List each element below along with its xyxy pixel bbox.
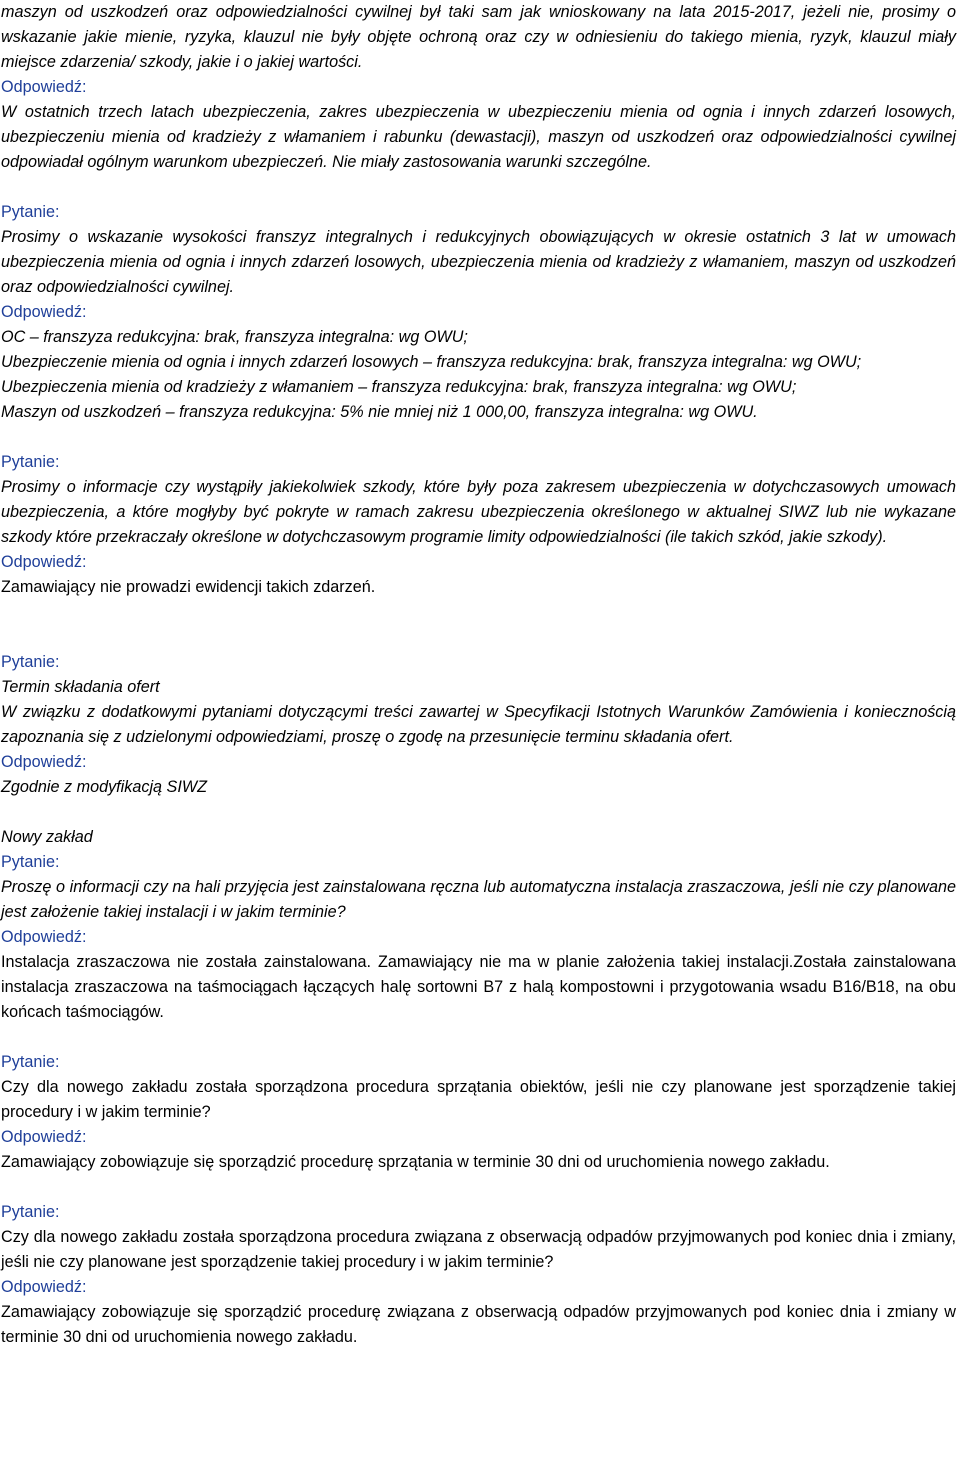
- question-label: Pytanie:: [1, 1203, 60, 1221]
- paragraph: Termin składania ofert: [1, 678, 160, 696]
- blank-line: [1, 625, 956, 650]
- paragraph: Ubezpieczenie mienia od ognia i innych zdarzeń losowych – franszyza redukcyjna: brak, franszyza integralna: wg OWU;: [1, 353, 862, 371]
- paragraph: Zgodnie z modyfikacją SIWZ: [1, 778, 208, 796]
- paragraph: Zamawiający zobowiązuje się sporządzić procedurę sprzątania w terminie 30 dni od uruchomienia nowego zakładu.: [1, 1153, 830, 1171]
- answer-label: Odpowiedź:: [1, 1278, 87, 1296]
- answer-label: Odpowiedź:: [1, 78, 87, 96]
- blank-line: [1, 800, 956, 825]
- paragraph: Ubezpieczenia mienia od kradzieży z włamaniem – franszyza redukcyjna: brak, franszyza integralna: wg OWU;: [1, 378, 797, 396]
- question-label: Pytanie:: [1, 203, 60, 221]
- answer-label: Odpowiedź:: [1, 753, 87, 771]
- paragraph: W ostatnich trzech latach ubezpieczenia, zakres ubezpieczenia w ubezpieczeniu mienia od ognia i innych zdarzeń losowych, ubezpieczeniu mienia od kradzieży z włamaniem i rabunku (dewastacji), maszyn od uszkodzeń oraz odpowiedzialności cywilnej odpowiadał ogólnym warunkom ubezpieczeń. Nie miały zastosowania warunki szczególne.: [1, 103, 956, 171]
- blank-line: [1, 1175, 956, 1200]
- paragraph: Proszę o informacji czy na hali przyjęcia jest zainstalowana ręczna lub automatyczna instalacja zraszaczowa, jeśli nie czy planowane jest założenie takiej instalacji i w jakim terminie?: [1, 878, 956, 921]
- paragraph: Prosimy o informacje czy wystąpiły jakiekolwiek szkody, które były poza zakresem ubezpieczenia w dotychczasowych umowach ubezpieczenia, a które mogłyby być pokryte w ramach zakresu ubezpieczenia określonego w aktualnej SIWZ lub nie wykazane szkody które przekraczały określone w dotychczasowym programie limity odpowiedzialności (ile takich szkód, jakie szkody).: [1, 478, 956, 546]
- blank-line: [1, 425, 956, 450]
- answer-label: Odpowiedź:: [1, 303, 87, 321]
- paragraph: Zamawiający nie prowadzi ewidencji takich zdarzeń.: [1, 578, 376, 596]
- paragraph: Czy dla nowego zakładu została sporządzona procedura związana z obserwacją odpadów przyjmowanych pod koniec dnia i zmiany, jeśli nie czy planowane jest sporządzenie takiej procedury i w jakim terminie?: [1, 1228, 956, 1271]
- paragraph: Instalacja zraszaczowa nie została zainstalowana. Zamawiający nie ma w planie założenia takiej instalacji.Została zainstalowana instalacja zraszaczowa na taśmociągach łączących halę sortowni B7 z halą kompostowni i przygotowania wsadu B16/B18, na obu końcach taśmociągów.: [1, 953, 956, 1021]
- paragraph: W związku z dodatkowymi pytaniami dotyczącymi treści zawartej w Specyfikacji Istotnych Warunków Zamówienia i koniecznością zapoznania się z udzielonymi odpowiedziami, proszę o zgodę na przesunięcie terminu składania ofert.: [1, 703, 956, 746]
- answer-label: Odpowiedź:: [1, 1128, 87, 1146]
- question-label: Pytanie:: [1, 453, 60, 471]
- paragraph: Zamawiający zobowiązuje się sporządzić procedurę związana z obserwacją odpadów przyjmowanych pod koniec dnia i zmiany w terminie 30 dni od uruchomienia nowego zakładu.: [1, 1303, 956, 1346]
- paragraph: Nowy zakład: [1, 828, 93, 846]
- answer-label: Odpowiedź:: [1, 928, 87, 946]
- paragraph: maszyn od uszkodzeń oraz odpowiedzialności cywilnej był taki sam jak wnioskowany na lata 2015-2017, jeżeli nie, prosimy o wskazanie jakie mienie, ryzyka, klauzul nie były objęte ochroną oraz czy w odniesieniu do takiego mienia, ryzyk, klauzul miały miejsce zdarzenia/ szkody, jakie i o jakiej wartości.: [1, 3, 956, 71]
- question-label: Pytanie:: [1, 1053, 60, 1071]
- blank-line: [1, 1025, 956, 1050]
- question-label: Pytanie:: [1, 853, 60, 871]
- paragraph: Maszyn od uszkodzeń – franszyza redukcyjna: 5% nie mniej niż 1 000,00, franszyza integralna: wg OWU.: [1, 403, 758, 421]
- paragraph: OC – franszyza redukcyjna: brak, franszyza integralna: wg OWU;: [1, 328, 468, 346]
- blank-line: [1, 600, 956, 625]
- answer-label: Odpowiedź:: [1, 553, 87, 571]
- paragraph: Prosimy o wskazanie wysokości franszyz integralnych i redukcyjnych obowiązujących w okresie ostatnich 3 lat w umowach ubezpieczenia mienia od ognia i innych zdarzeń losowych, ubezpieczenia mienia od kradzieży z włamaniem, maszyn od uszkodzeń oraz odpowiedzialności cywilnej.: [1, 228, 956, 296]
- question-label: Pytanie:: [1, 653, 60, 671]
- paragraph: Czy dla nowego zakładu została sporządzona procedura sprzątania obiektów, jeśli nie czy planowane jest sporządzenie takiej procedury i w jakim terminie?: [1, 1078, 956, 1121]
- blank-line: [1, 175, 956, 200]
